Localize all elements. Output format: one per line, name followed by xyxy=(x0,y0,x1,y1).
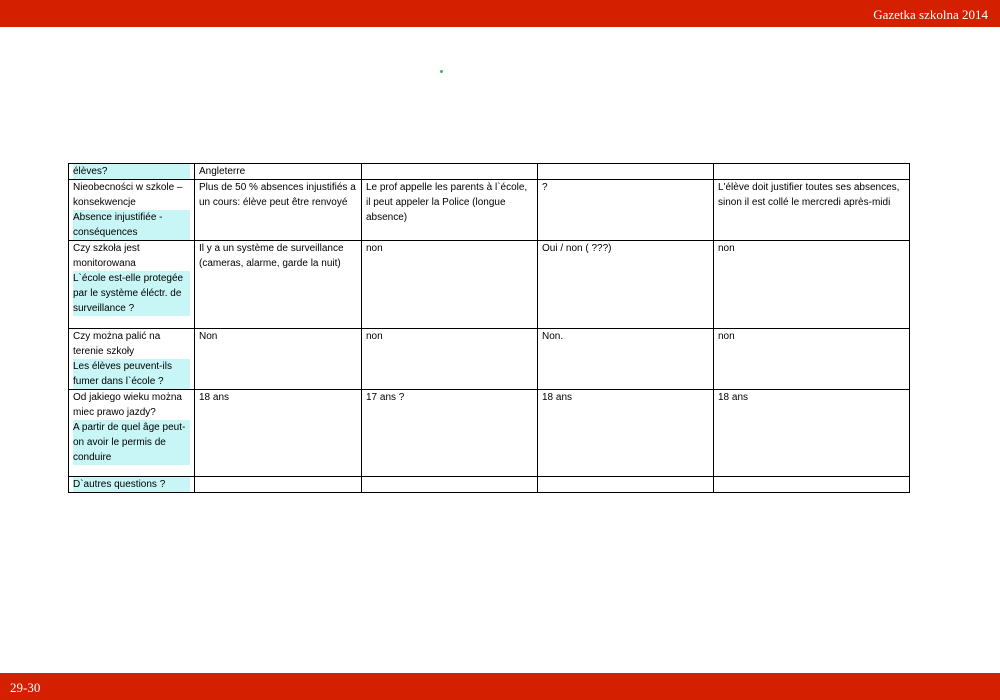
footer-bar xyxy=(0,673,1000,700)
table-row xyxy=(69,164,910,180)
answer-cell: 18 ans xyxy=(538,390,714,477)
question-fr: A partir de quel âge peut-on avoir le permis de conduire xyxy=(73,420,190,465)
page-number: 29-30 xyxy=(10,680,41,695)
answer-cell: 17 ans ? xyxy=(362,390,538,477)
answer-cell xyxy=(362,164,538,180)
table-row xyxy=(69,477,910,493)
question-fr: Absence injustifiée - conséquences xyxy=(73,210,190,240)
answer-cell: L'élève doit justifier toutes ses absences, sinon il est collé le mercredi après-midi xyxy=(714,180,910,241)
question-cell xyxy=(69,241,195,329)
question-pl: Od jakiego wieku można miec prawo jazdy? xyxy=(73,392,182,418)
answer-cell: Non. xyxy=(538,329,714,390)
table-row xyxy=(69,180,910,241)
table-row xyxy=(69,241,910,329)
answer-cell: 18 ans xyxy=(195,390,362,477)
answer-cell xyxy=(538,164,714,180)
question-pl: Nieobecności w szkole – konsekwencje xyxy=(73,182,183,208)
table-row xyxy=(69,390,910,477)
question-pl: Czy szkoła jest monitorowana xyxy=(73,243,140,269)
decorative-dot xyxy=(440,70,443,73)
answer-cell: Angleterre xyxy=(195,164,362,180)
answer-cell xyxy=(195,477,362,493)
question-cell xyxy=(69,477,195,493)
answer-cell xyxy=(362,477,538,493)
question-fr: L`école est-elle protegée par le système éléctr. de surveillance ? xyxy=(73,271,190,316)
question-fr: Les élèves peuvent-ils fumer dans l`école ? xyxy=(73,359,190,389)
header-title: Gazetka szkolna 2014 xyxy=(873,7,988,22)
answer-cell xyxy=(714,164,910,180)
question-cell xyxy=(69,180,195,241)
answer-cell: 18 ans xyxy=(714,390,910,477)
question-cell xyxy=(69,390,195,477)
question-pl: Czy można palić na terenie szkoły xyxy=(73,331,161,357)
question-cell xyxy=(69,164,195,180)
question-cell xyxy=(69,329,195,390)
answer-cell xyxy=(538,477,714,493)
answer-cell: Le prof appelle les parents à l`école, il peut appeler la Police (longue absence) xyxy=(362,180,538,241)
answer-cell: non xyxy=(714,329,910,390)
header-bar xyxy=(0,0,1000,27)
answer-cell: Oui / non ( ???) xyxy=(538,241,714,329)
question-fr: élèves? xyxy=(73,164,190,179)
answer-cell: Plus de 50 % absences injustifiés a un cours: élève peut être renvoyé xyxy=(195,180,362,241)
question-fr: D`autres questions ? xyxy=(73,477,190,492)
answer-cell: Non xyxy=(195,329,362,390)
answer-cell: non xyxy=(714,241,910,329)
table-row xyxy=(69,329,910,390)
answer-cell: ? xyxy=(538,180,714,241)
comparison-table xyxy=(68,163,910,493)
answer-cell: Il y a un système de surveillance (cameras, alarme, garde la nuit) xyxy=(195,241,362,329)
answer-cell: non xyxy=(362,241,538,329)
answer-cell: non xyxy=(362,329,538,390)
answer-cell xyxy=(714,477,910,493)
